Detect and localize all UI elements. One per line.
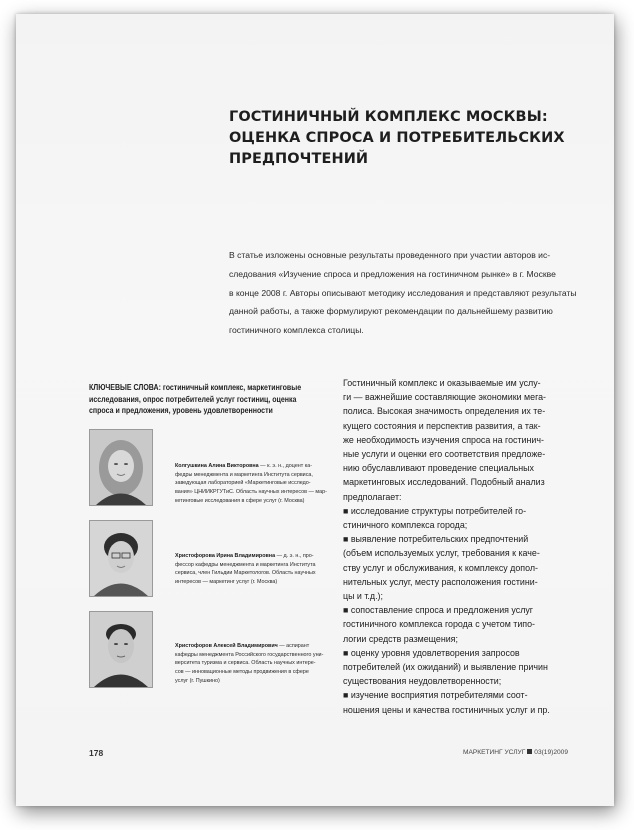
body-line: потребителей (их ожиданий) и выявление причин (343, 662, 548, 673)
body-line: ■ исследование структуры потребителей го- (343, 505, 527, 516)
author-bio-3 (175, 642, 355, 686)
body-line: маркетинговых исследований. Подобный анализ (343, 477, 545, 488)
title-line: ОЦЕНКА СПРОСА И ПОТРЕБИТЕЛЬСКИХ (229, 130, 565, 146)
title-line: ГОСТИНИЧНЫЙ КОМПЛЕКС МОСКВЫ: (229, 109, 548, 125)
body-line: ■ сопоставление спроса и предложения услуг (343, 605, 534, 616)
journal-page (16, 14, 614, 806)
body-line: предполагает: (343, 491, 402, 502)
journal-footer (463, 749, 568, 756)
keywords-line: спроса и предложения, уровень удовлетворенности (89, 406, 273, 416)
keywords-line: КЛЮЧЕВЫЕ СЛОВА: гостиничный комплекс, маркетинговые (89, 383, 302, 392)
title-line: ПРЕДПОЧТЕНИЙ (229, 151, 369, 167)
author-bio-line: верситета туризма и сервиса. Область научных интере- (175, 660, 316, 667)
author-name: Христофоров Алексей Владимирович (175, 643, 278, 649)
body-line: кущего состояния и перспектив развития, а так- (343, 420, 541, 431)
keywords (89, 382, 312, 417)
body-line: ношения цены и качества гостиничных услуг и пр. (343, 704, 550, 715)
author-bio-1 (175, 462, 355, 506)
author-name: Христофорова Ирина Владимировна (175, 553, 276, 559)
body-line: ■ изучение восприятия потребителями соот- (343, 690, 528, 701)
author-name: Колгушкина Алина Викторовна (175, 463, 259, 469)
body-line: логии средств размещения; (343, 633, 458, 644)
body-line: нительных услуг, месту расположения гостини- (343, 576, 538, 587)
author-bio-line: федры менеджмента и маркетинга Института сервиса, (175, 471, 313, 478)
body-line: цы и т.д.); (343, 591, 383, 602)
author-bio-line: заведующая лабораторией «Маркетинговые исследо- (175, 480, 311, 487)
author-bio-line: сервиса, член Гильдии Маркетологов. Область научных (175, 570, 316, 577)
abstract-line: данной работы, а также формулируют рекомендации по дальнейшему развитию (229, 306, 553, 317)
page-number: 178 (89, 748, 104, 758)
body-line: ные услуги и оценки его соответствия предложе- (343, 449, 546, 460)
author-bio-line: — аспирант (277, 643, 310, 649)
square-bullet-icon (527, 749, 532, 754)
body-line: стиничного комплекса города; (343, 520, 468, 531)
abstract-line: в конце 2008 г. Авторы описывают методику исследования и представляют результаты (229, 287, 577, 298)
author-bio-line: интересов — маркетинг услуг (г. Москва) (175, 579, 278, 586)
author-photo-2 (89, 520, 153, 597)
author-bio-line: фессор кафедры менеджмента и маркетинга Института (175, 561, 316, 568)
body-line: Гостиничный комплекс и оказываемые им услу- (343, 378, 541, 388)
author-bio-line: — к. э. н., доцент ка- (258, 463, 313, 469)
body-line: (объем используемых услуг, требования к каче- (343, 548, 540, 559)
keywords-line: исследования, опрос потребителей услуг гостиниц, оценка (89, 394, 297, 404)
body-line: нию обуславливают проведение специальных (343, 463, 534, 474)
author-bio-2 (175, 552, 355, 587)
author-bio-line: услуг (г. Пушкино) (175, 677, 220, 684)
author-photo-3 (89, 611, 153, 688)
body-line: ству услуг и обслуживания, к комплексу допол- (343, 562, 538, 573)
author-bio-line: кафедры менеджмента Российского государственного уни- (175, 651, 324, 658)
article-title (229, 107, 589, 170)
abstract-line: следования «Изучение спроса и предложения на гостиничном рынке» в г. Москве (229, 268, 556, 279)
author-bio-line: вания» ЦНИИКРГУТиС. Область научных интересов — мар- (175, 489, 327, 496)
body-line: полиса. Высокая значимость определения их те- (343, 406, 546, 417)
author-photo-1 (89, 429, 153, 506)
page-shadow (16, 14, 614, 806)
abstract-line: гостиничного комплекса столицы. (229, 325, 364, 336)
journal-issue: 03(19)2009 (534, 749, 569, 756)
author-bio-line: кетинговые исследования в сфере услуг (г. Москва) (175, 497, 305, 504)
author-bio-line: — д. э. н., про- (275, 553, 314, 559)
body-line: же необходимость изучения спроса на гостинич- (343, 434, 544, 445)
journal-name: МАРКЕТИНГ УСЛУГ (463, 749, 526, 756)
body-line: ■ оценку уровня удовлетворения запросов (343, 647, 520, 658)
body-line: ■ выявление потребительских предпочтений (343, 534, 529, 545)
body-line: гостиничного комплекса города с учетом типо- (343, 619, 535, 630)
body-text (343, 376, 605, 717)
body-line: существования неудовлетворенности; (343, 676, 502, 687)
abstract (229, 246, 604, 340)
body-line: ги — важнейшие составляющие экономики мега- (343, 392, 547, 403)
abstract-line: В статье изложены основные результаты проведенного при участии авторов ис- (229, 250, 551, 260)
author-bio-line: сов — инновационные методы продвижения в сфере (175, 669, 309, 676)
